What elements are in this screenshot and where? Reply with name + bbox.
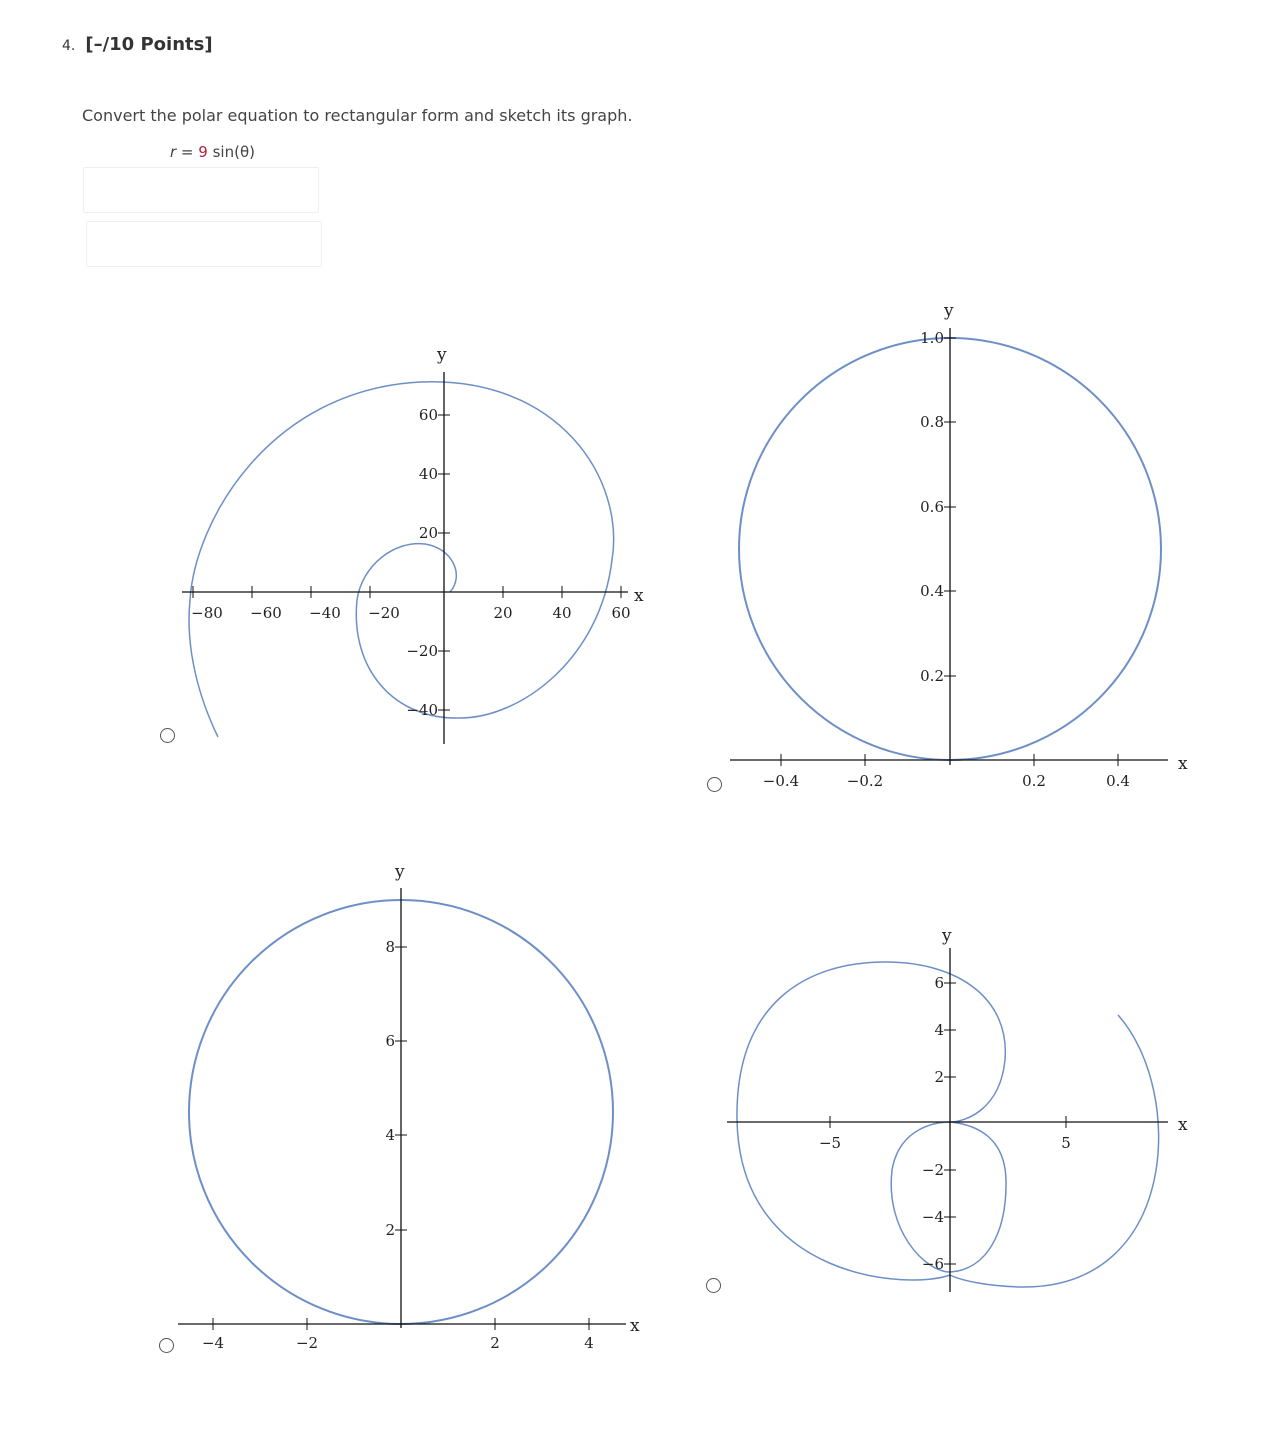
graph-a-ytick-label: 60	[418, 406, 438, 424]
graph-d-y-label: y	[942, 926, 952, 946]
question-prompt: Convert the polar equation to rectangular form and sketch its graph.	[82, 106, 633, 125]
graph-d-ytick-label: −4	[921, 1208, 944, 1226]
graph-a-xtick-label: −80	[191, 604, 223, 622]
graph-d-ytick-label: −6	[921, 1255, 944, 1273]
graph-c-ytick-label: 8	[385, 938, 395, 956]
equation-rhs: sin(θ)	[207, 143, 255, 161]
graph-a-ytick-label: −20	[406, 642, 438, 660]
graph-c-y-label: y	[395, 862, 405, 882]
graph-b-ytick-label: 1.0	[920, 329, 944, 347]
graph-d-x-label: x	[1178, 1115, 1188, 1135]
graph-b-ytick-label: 0.4	[920, 582, 944, 600]
graph-b-xtick-label: −0.2	[846, 772, 884, 790]
graph-d-curve	[737, 962, 1159, 1287]
graph-a-xtick-label: −20	[368, 604, 400, 622]
graph-c-xtick-label: −2	[295, 1334, 319, 1352]
radio-choice-b[interactable]	[707, 777, 722, 792]
graph-a-xtick-label: −60	[250, 604, 282, 622]
equation-lhs: r =	[170, 143, 199, 161]
equation-coefficient: 9	[198, 143, 208, 161]
graph-b-xtick-label: −0.4	[762, 772, 800, 790]
graph-a-x-label: x	[634, 586, 644, 606]
graph-c-xtick-label: 4	[584, 1334, 594, 1352]
graph-a-xtick-label: 20	[493, 604, 513, 622]
graph-b-ytick-label: 0.2	[920, 667, 944, 685]
graph-a-ytick-label: 40	[418, 465, 438, 483]
graph-a-y-label: y	[437, 345, 447, 365]
graph-a-ytick-label: −40	[406, 701, 438, 719]
graph-b-ytick-label: 0.6	[920, 498, 944, 516]
radio-choice-d[interactable]	[706, 1278, 721, 1293]
graph-c-xtick-label: 2	[490, 1334, 500, 1352]
graph-d-ytick-label: 2	[934, 1068, 944, 1086]
graph-b-ytick-label: 0.8	[920, 413, 944, 431]
graph-c-x-label: x	[630, 1316, 640, 1336]
graph-b-xtick-label: 0.4	[1106, 772, 1130, 790]
graph-d-ytick-label: −2	[921, 1161, 944, 1179]
radio-choice-c[interactable]	[159, 1338, 174, 1353]
graph-c-ytick-label: 2	[385, 1221, 395, 1239]
graph-c-ytick-label: 6	[385, 1032, 395, 1050]
graph-b-x-label: x	[1178, 754, 1188, 774]
graph-d-ytick-label: 4	[934, 1021, 944, 1039]
graph-d-xtick-label: 5	[1061, 1134, 1071, 1152]
graph-d-ytick-label: 6	[934, 974, 944, 992]
graph-d-xtick-label: −5	[818, 1134, 842, 1152]
graph-b-y-label: y	[944, 301, 954, 321]
graph-a-xtick-label: 60	[611, 604, 631, 622]
graph-a-ytick-label: 20	[418, 524, 438, 542]
question-points: [–/10 Points]	[85, 34, 213, 55]
graph-a-xtick-label: −40	[309, 604, 341, 622]
graph-c-ytick-label: 4	[385, 1126, 395, 1144]
graph-c-xtick-label: −4	[201, 1334, 225, 1352]
graph-b-xtick-label: 0.2	[1022, 772, 1046, 790]
graph-a-xtick-label: 40	[552, 604, 572, 622]
radio-choice-a[interactable]	[160, 728, 175, 743]
question-number: 4.	[62, 38, 76, 54]
